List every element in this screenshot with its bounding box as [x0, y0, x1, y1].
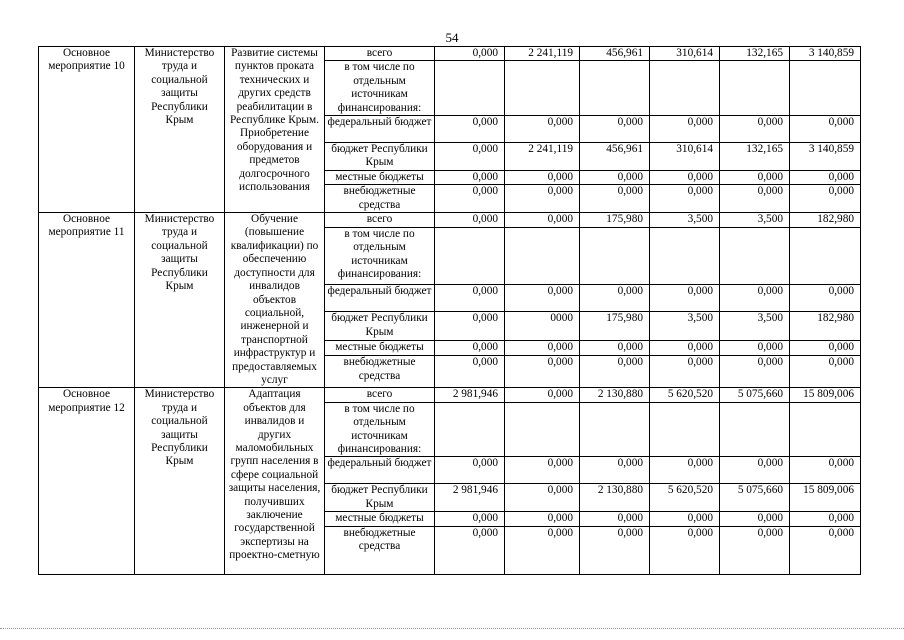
amount-cell: 0,000: [435, 457, 505, 484]
amount-cell: 0,000: [580, 284, 650, 312]
amount-cell: 456,961: [580, 47, 650, 61]
scan-edge-line: [0, 628, 904, 629]
amount-cell: 0,000: [435, 47, 505, 61]
amount-cell: 0,000: [505, 284, 580, 312]
amount-cell: 0,000: [580, 341, 650, 356]
amount-cell: 175,980: [580, 312, 650, 341]
amount-cell: 2 981,946: [435, 484, 505, 512]
amount-cell: 0,000: [650, 284, 720, 312]
amount-cell: 0,000: [580, 170, 650, 184]
amount-cell: 0,000: [790, 512, 861, 526]
executor-cell: Министерство труда и социальной защиты Республики Крым: [135, 213, 225, 388]
amount-cell: 456,961: [580, 143, 650, 171]
amount-cell: 0,000: [505, 484, 580, 512]
amount-cell: 0,000: [435, 512, 505, 526]
funding-source-cell: всего: [325, 213, 435, 228]
amount-cell: 0,000: [790, 185, 861, 213]
amount-cell: [435, 61, 505, 116]
funding-source-cell: бюджет Республики Крым: [325, 484, 435, 512]
amount-cell: 0,000: [650, 116, 720, 143]
amount-cell: 0,000: [505, 457, 580, 484]
amount-cell: 0,000: [720, 170, 790, 184]
amount-cell: 0,000: [720, 116, 790, 143]
amount-cell: 0,000: [650, 356, 720, 388]
amount-cell: 2 130,880: [580, 484, 650, 512]
amount-cell: 0,000: [580, 526, 650, 574]
amount-cell: 5 075,660: [720, 484, 790, 512]
amount-cell: 0,000: [580, 116, 650, 143]
amount-cell: 175,980: [580, 213, 650, 228]
table-row: [39, 388, 861, 402]
amount-cell: 0,000: [435, 312, 505, 341]
amount-cell: 0,000: [505, 185, 580, 213]
funding-source-cell: в том числе по отдельным источникам финансирования:: [325, 402, 435, 457]
amount-cell: 0,000: [720, 356, 790, 388]
executor-cell: Министерство труда и социальной защиты Республики Крым: [135, 388, 225, 574]
amount-cell: 0,000: [435, 170, 505, 184]
amount-cell: 3 140,859: [790, 47, 861, 61]
amount-cell: 0,000: [650, 512, 720, 526]
amount-cell: 0,000: [580, 457, 650, 484]
amount-cell: 310,614: [650, 47, 720, 61]
amount-cell: 3 140,859: [790, 143, 861, 171]
event-name-cell: Основное мероприятие 12: [39, 388, 135, 574]
amount-cell: 0,000: [790, 526, 861, 574]
funding-source-cell: внебюджетные средства: [325, 185, 435, 213]
amount-cell: 0,000: [505, 341, 580, 356]
amount-cell: 0,000: [435, 526, 505, 574]
amount-cell: [505, 402, 580, 457]
amount-cell: 15 809,006: [790, 484, 861, 512]
executor-cell: Министерство труда и социальной защиты Республики Крым: [135, 47, 225, 213]
description-cell: Адаптация объектов для инвалидов и других маломобильных групп населения в сфере социальной защиты населения, получивших заключение государственной экспертизы на проектно-сметную: [225, 388, 325, 574]
amount-cell: 0,000: [505, 213, 580, 228]
amount-cell: 0,000: [435, 185, 505, 213]
amount-cell: 0,000: [720, 185, 790, 213]
amount-cell: 0,000: [435, 116, 505, 143]
amount-cell: 182,980: [790, 213, 861, 228]
amount-cell: [505, 227, 580, 284]
amount-cell: 3,500: [650, 312, 720, 341]
amount-cell: [435, 402, 505, 457]
amount-cell: 5 620,520: [650, 388, 720, 402]
amount-cell: 0,000: [790, 170, 861, 184]
amount-cell: 132,165: [720, 143, 790, 171]
funding-source-cell: местные бюджеты: [325, 512, 435, 526]
page-number: 54: [445, 30, 459, 45]
amount-cell: 0,000: [505, 170, 580, 184]
funding-source-cell: всего: [325, 388, 435, 402]
event-name-cell: Основное мероприятие 11: [39, 213, 135, 388]
amount-cell: [720, 227, 790, 284]
amount-cell: 0,000: [505, 512, 580, 526]
amount-cell: 0,000: [790, 457, 861, 484]
amount-cell: 0,000: [650, 526, 720, 574]
amount-cell: 0,000: [790, 341, 861, 356]
funding-source-cell: местные бюджеты: [325, 341, 435, 356]
funding-source-cell: бюджет Республики Крым: [325, 143, 435, 171]
amount-cell: 0,000: [435, 356, 505, 388]
amount-cell: 0,000: [790, 284, 861, 312]
amount-cell: 3,500: [720, 213, 790, 228]
amount-cell: 5 075,660: [720, 388, 790, 402]
amount-cell: 5 620,520: [650, 484, 720, 512]
table-row: [39, 213, 861, 228]
amount-cell: 0,000: [505, 526, 580, 574]
amount-cell: 0,000: [720, 457, 790, 484]
amount-cell: 0,000: [435, 284, 505, 312]
amount-cell: 3,500: [720, 312, 790, 341]
amount-cell: 0,000: [650, 341, 720, 356]
table-row: [39, 47, 861, 61]
funding-source-cell: внебюджетные средства: [325, 526, 435, 574]
amount-cell: 0,000: [580, 356, 650, 388]
amount-cell: 132,165: [720, 47, 790, 61]
description-cell: Обучение (повышение квалификации) по обеспечению доступности для инвалидов объектов социальной, инженерной и транспортной инфраструктур и предоставляемых услуг: [225, 213, 325, 388]
funding-source-cell: федеральный бюджет: [325, 116, 435, 143]
budget-table: [38, 46, 861, 575]
amount-cell: 0,000: [505, 116, 580, 143]
amount-cell: 0,000: [790, 356, 861, 388]
amount-cell: 0,000: [720, 526, 790, 574]
amount-cell: 0,000: [720, 341, 790, 356]
amount-cell: 0,000: [580, 512, 650, 526]
funding-source-cell: федеральный бюджет: [325, 457, 435, 484]
amount-cell: [435, 227, 505, 284]
event-name-cell: Основное мероприятие 10: [39, 47, 135, 213]
amount-cell: [505, 61, 580, 116]
amount-cell: 0,000: [505, 388, 580, 402]
amount-cell: [720, 402, 790, 457]
amount-cell: [580, 227, 650, 284]
amount-cell: 3,500: [650, 213, 720, 228]
amount-cell: 0,000: [505, 356, 580, 388]
amount-cell: 2 130,880: [580, 388, 650, 402]
amount-cell: [790, 227, 861, 284]
amount-cell: 2 981,946: [435, 388, 505, 402]
amount-cell: 0,000: [650, 457, 720, 484]
amount-cell: 182,980: [790, 312, 861, 341]
amount-cell: [650, 61, 720, 116]
funding-source-cell: в том числе по отдельным источникам финансирования:: [325, 61, 435, 116]
amount-cell: [790, 61, 861, 116]
funding-source-cell: в том числе по отдельным источникам финансирования:: [325, 227, 435, 284]
amount-cell: 0,000: [720, 512, 790, 526]
amount-cell: [580, 61, 650, 116]
amount-cell: [790, 402, 861, 457]
funding-source-cell: местные бюджеты: [325, 170, 435, 184]
amount-cell: 2 241,119: [505, 47, 580, 61]
amount-cell: [650, 402, 720, 457]
amount-cell: 15 809,006: [790, 388, 861, 402]
funding-source-cell: внебюджетные средства: [325, 356, 435, 388]
amount-cell: 0,000: [435, 143, 505, 171]
funding-source-cell: бюджет Республики Крым: [325, 312, 435, 341]
description-cell: Развитие системы пунктов проката технических и других средств реабилитации в Республике Крым. Приобретение оборудования и предметов долгосрочного использования: [225, 47, 325, 213]
amount-cell: 0,000: [435, 213, 505, 228]
amount-cell: 0,000: [650, 170, 720, 184]
amount-cell: 2 241,119: [505, 143, 580, 171]
amount-cell: 0,000: [435, 341, 505, 356]
amount-cell: 0,000: [650, 185, 720, 213]
amount-cell: 0,000: [580, 185, 650, 213]
funding-source-cell: федеральный бюджет: [325, 284, 435, 312]
amount-cell: 310,614: [650, 143, 720, 171]
funding-source-cell: всего: [325, 47, 435, 61]
amount-cell: [580, 402, 650, 457]
amount-cell: 0,000: [720, 284, 790, 312]
amount-cell: 0,000: [790, 116, 861, 143]
amount-cell: [650, 227, 720, 284]
amount-cell: [720, 61, 790, 116]
amount-cell: 0000: [505, 312, 580, 341]
